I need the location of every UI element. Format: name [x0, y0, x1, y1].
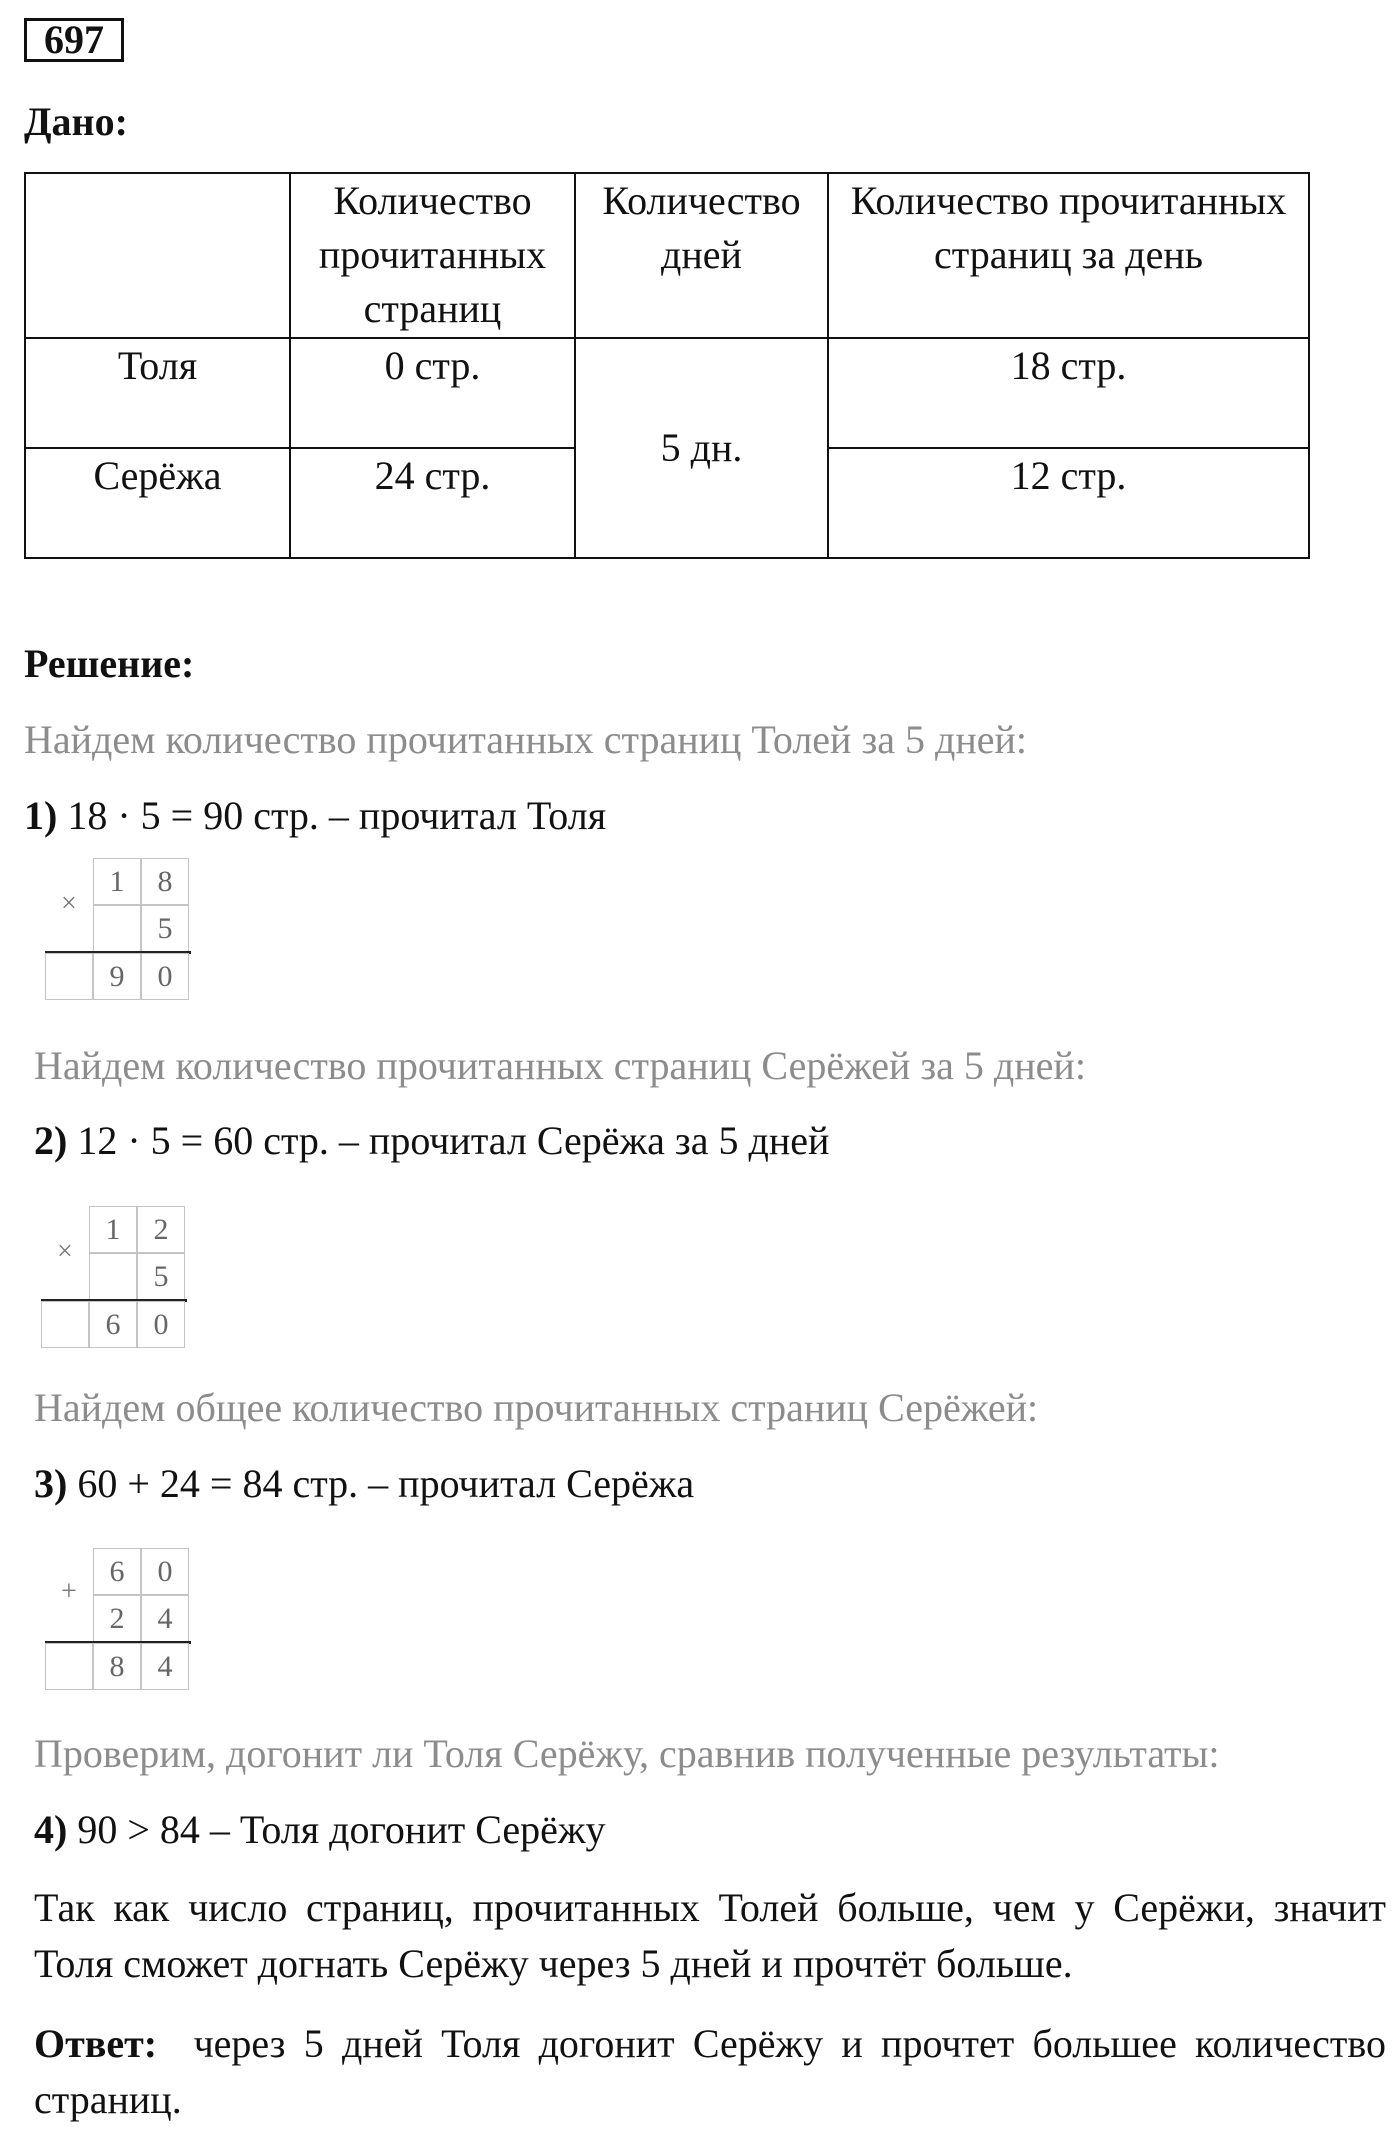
digit-cell [45, 953, 93, 1000]
digit-cell: 2 [93, 1595, 141, 1642]
table-cell-days: 5 дн. [575, 338, 828, 558]
digit-cell: 2 [137, 1206, 185, 1253]
column-calculation [41, 1206, 187, 1348]
operation-sign: × [61, 888, 77, 919]
step-hint: Найдем общее количество прочитанных страниц Серёжей: [34, 1385, 1039, 1430]
table-cell-pages: 0 стр. [290, 338, 575, 448]
operation-sign: × [57, 1236, 73, 1267]
table-header-cell: Количество прочитанных страниц [290, 173, 575, 338]
step-number: 2) [34, 1118, 68, 1163]
digit-cell: 5 [137, 1253, 185, 1300]
table-header-cell [25, 173, 290, 338]
answer-text: через 5 дней Толя догонит Серёжу и прочтет большее количество страниц. [34, 2021, 1387, 2122]
table-header-row [25, 173, 1309, 338]
column-calculation [45, 858, 191, 1000]
digit-cell: 1 [89, 1206, 137, 1253]
digit-cell: 8 [93, 1643, 141, 1690]
step-line [34, 1117, 829, 1164]
step-line [24, 792, 606, 839]
table-cell-pages: 24 стр. [290, 448, 575, 558]
given-table [24, 172, 1310, 559]
digit-cell: 4 [141, 1595, 189, 1642]
table-cell-per-day: 18 стр. [828, 338, 1309, 448]
table-cell-per-day: 12 стр. [828, 448, 1309, 558]
given-label: Дано: [24, 99, 128, 144]
operation-sign: + [61, 1576, 77, 1607]
step-number: 4) [34, 1807, 68, 1852]
digit-cell: 0 [141, 1548, 189, 1595]
table-row [25, 338, 1309, 448]
step-expression: 18 · 5 = 90 стр. – прочитал Толя [67, 793, 607, 838]
digit-cell: 8 [141, 858, 189, 905]
step-hint: Проверим, догонит ли Толя Серёжу, сравнив полученные результаты: [34, 1731, 1220, 1776]
step-hint: Найдем количество прочитанных страниц Серёжей за 5 дней: [34, 1043, 1086, 1088]
step-expression: 60 + 24 = 84 стр. – прочитал Серёжа [77, 1461, 695, 1506]
digit-cell: 6 [93, 1548, 141, 1595]
digit-cell: 9 [93, 953, 141, 1000]
table-header-cell: Количество дней [575, 173, 828, 338]
conclusion-paragraph: Так как число страниц, прочитанных Толей больше, чем у Серёжи, значит Толя сможет догнать Серёжу через 5 дней и прочтёт больше. [34, 1885, 1386, 1986]
step-number: 1) [24, 793, 58, 838]
digit-cell [93, 905, 141, 952]
problem-number: 697 [24, 18, 124, 62]
step-hint: Найдем количество прочитанных страниц Толей за 5 дней: [24, 717, 1028, 762]
digit-cell [89, 1253, 137, 1300]
digit-cell: 1 [93, 858, 141, 905]
step-expression: 90 > 84 – Толя догонит Серёжу [77, 1807, 606, 1852]
step-line [34, 1460, 694, 1507]
step-line [34, 1806, 606, 1853]
digit-cell: 0 [137, 1301, 185, 1348]
answer-paragraph [34, 2016, 1386, 2128]
digit-cell: 5 [141, 905, 189, 952]
digit-cell: 0 [141, 953, 189, 1000]
digit-cell: 6 [89, 1301, 137, 1348]
digit-cell: 4 [141, 1643, 189, 1690]
digit-cell [41, 1301, 89, 1348]
step-expression: 12 · 5 = 60 стр. – прочитал Серёжа за 5 дней [77, 1118, 830, 1163]
table-cell-name: Толя [25, 338, 290, 448]
table-cell-name: Серёжа [25, 448, 290, 558]
digit-cell [45, 1643, 93, 1690]
table-header-cell: Количество прочитанных страниц за день [828, 173, 1309, 338]
column-calculation [45, 1548, 191, 1690]
solution-label: Решение: [24, 641, 195, 686]
step-number: 3) [34, 1461, 68, 1506]
answer-label: Ответ: [34, 2021, 158, 2066]
